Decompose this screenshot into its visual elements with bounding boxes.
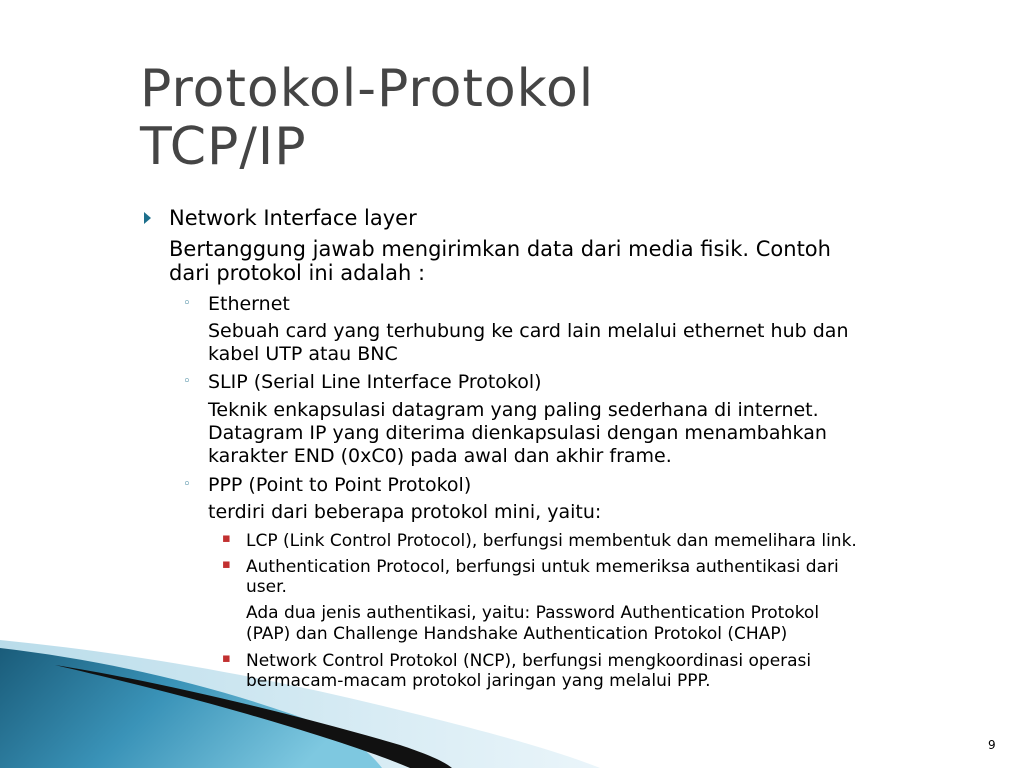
slip-heading: SLIP (Serial Line Interface Protokol) [208, 371, 542, 393]
slip-body-line-1: Teknik enkapsulasi datagram yang paling sederhana di internet. [208, 399, 819, 421]
ncp-item-line-1: Network Control Protokol (NCP), berfungsi mengkoordinasi operasi [246, 651, 812, 671]
square-bullet-icon: ▪ [222, 651, 231, 666]
ppp-heading: PPP (Point to Point Protokol) [208, 474, 472, 496]
level1-heading: Network Interface layer [169, 206, 417, 230]
level1-body-line-2: dari protokol ini adalah : [169, 261, 426, 285]
square-bullet-icon: ▪ [222, 531, 231, 546]
auth-detail-line-1: Ada dua jenis authentikasi, yaitu: Password Authentication Protokol [246, 603, 820, 623]
auth-item-line-2: user. [246, 577, 287, 597]
auth-detail-line-2: (PAP) dan Challenge Handshake Authentication Protokol (CHAP) [246, 624, 788, 644]
title-line-2: TCP/IP [140, 117, 307, 177]
page-number: 9 [988, 738, 996, 752]
level1-body-line-1: Bertanggung jawab mengirimkan data dari media fisik. Contoh [169, 237, 831, 261]
ppp-body: terdiri dari beberapa protokol mini, yaitu: [208, 501, 602, 523]
circle-bullet-icon: ◦ [183, 374, 191, 389]
slip-body-line-3: karakter END (0xC0) pada awal dan akhir frame. [208, 445, 672, 467]
title-line-1: Protokol-Protokol [140, 59, 595, 119]
ethernet-body-line-2: kabel UTP atau BNC [208, 343, 398, 365]
triangle-bullet-icon [144, 212, 151, 224]
lcp-item: LCP (Link Control Protocol), berfungsi membentuk dan memelihara link. [246, 531, 857, 551]
circle-bullet-icon: ◦ [183, 296, 191, 311]
square-bullet-icon: ▪ [222, 557, 231, 572]
ethernet-body-line-1: Sebuah card yang terhubung ke card lain melalui ethernet hub dan [208, 320, 849, 342]
slip-body-line-2: Datagram IP yang diterima dienkapsulasi dengan menambahkan [208, 422, 827, 444]
circle-bullet-icon: ◦ [183, 477, 191, 492]
ncp-item-line-2: bermacam-macam protokol jaringan yang melalui PPP. [246, 671, 711, 691]
ethernet-heading: Ethernet [208, 293, 290, 315]
auth-item-line-1: Authentication Protocol, berfungsi untuk memeriksa authentikasi dari [246, 557, 839, 577]
